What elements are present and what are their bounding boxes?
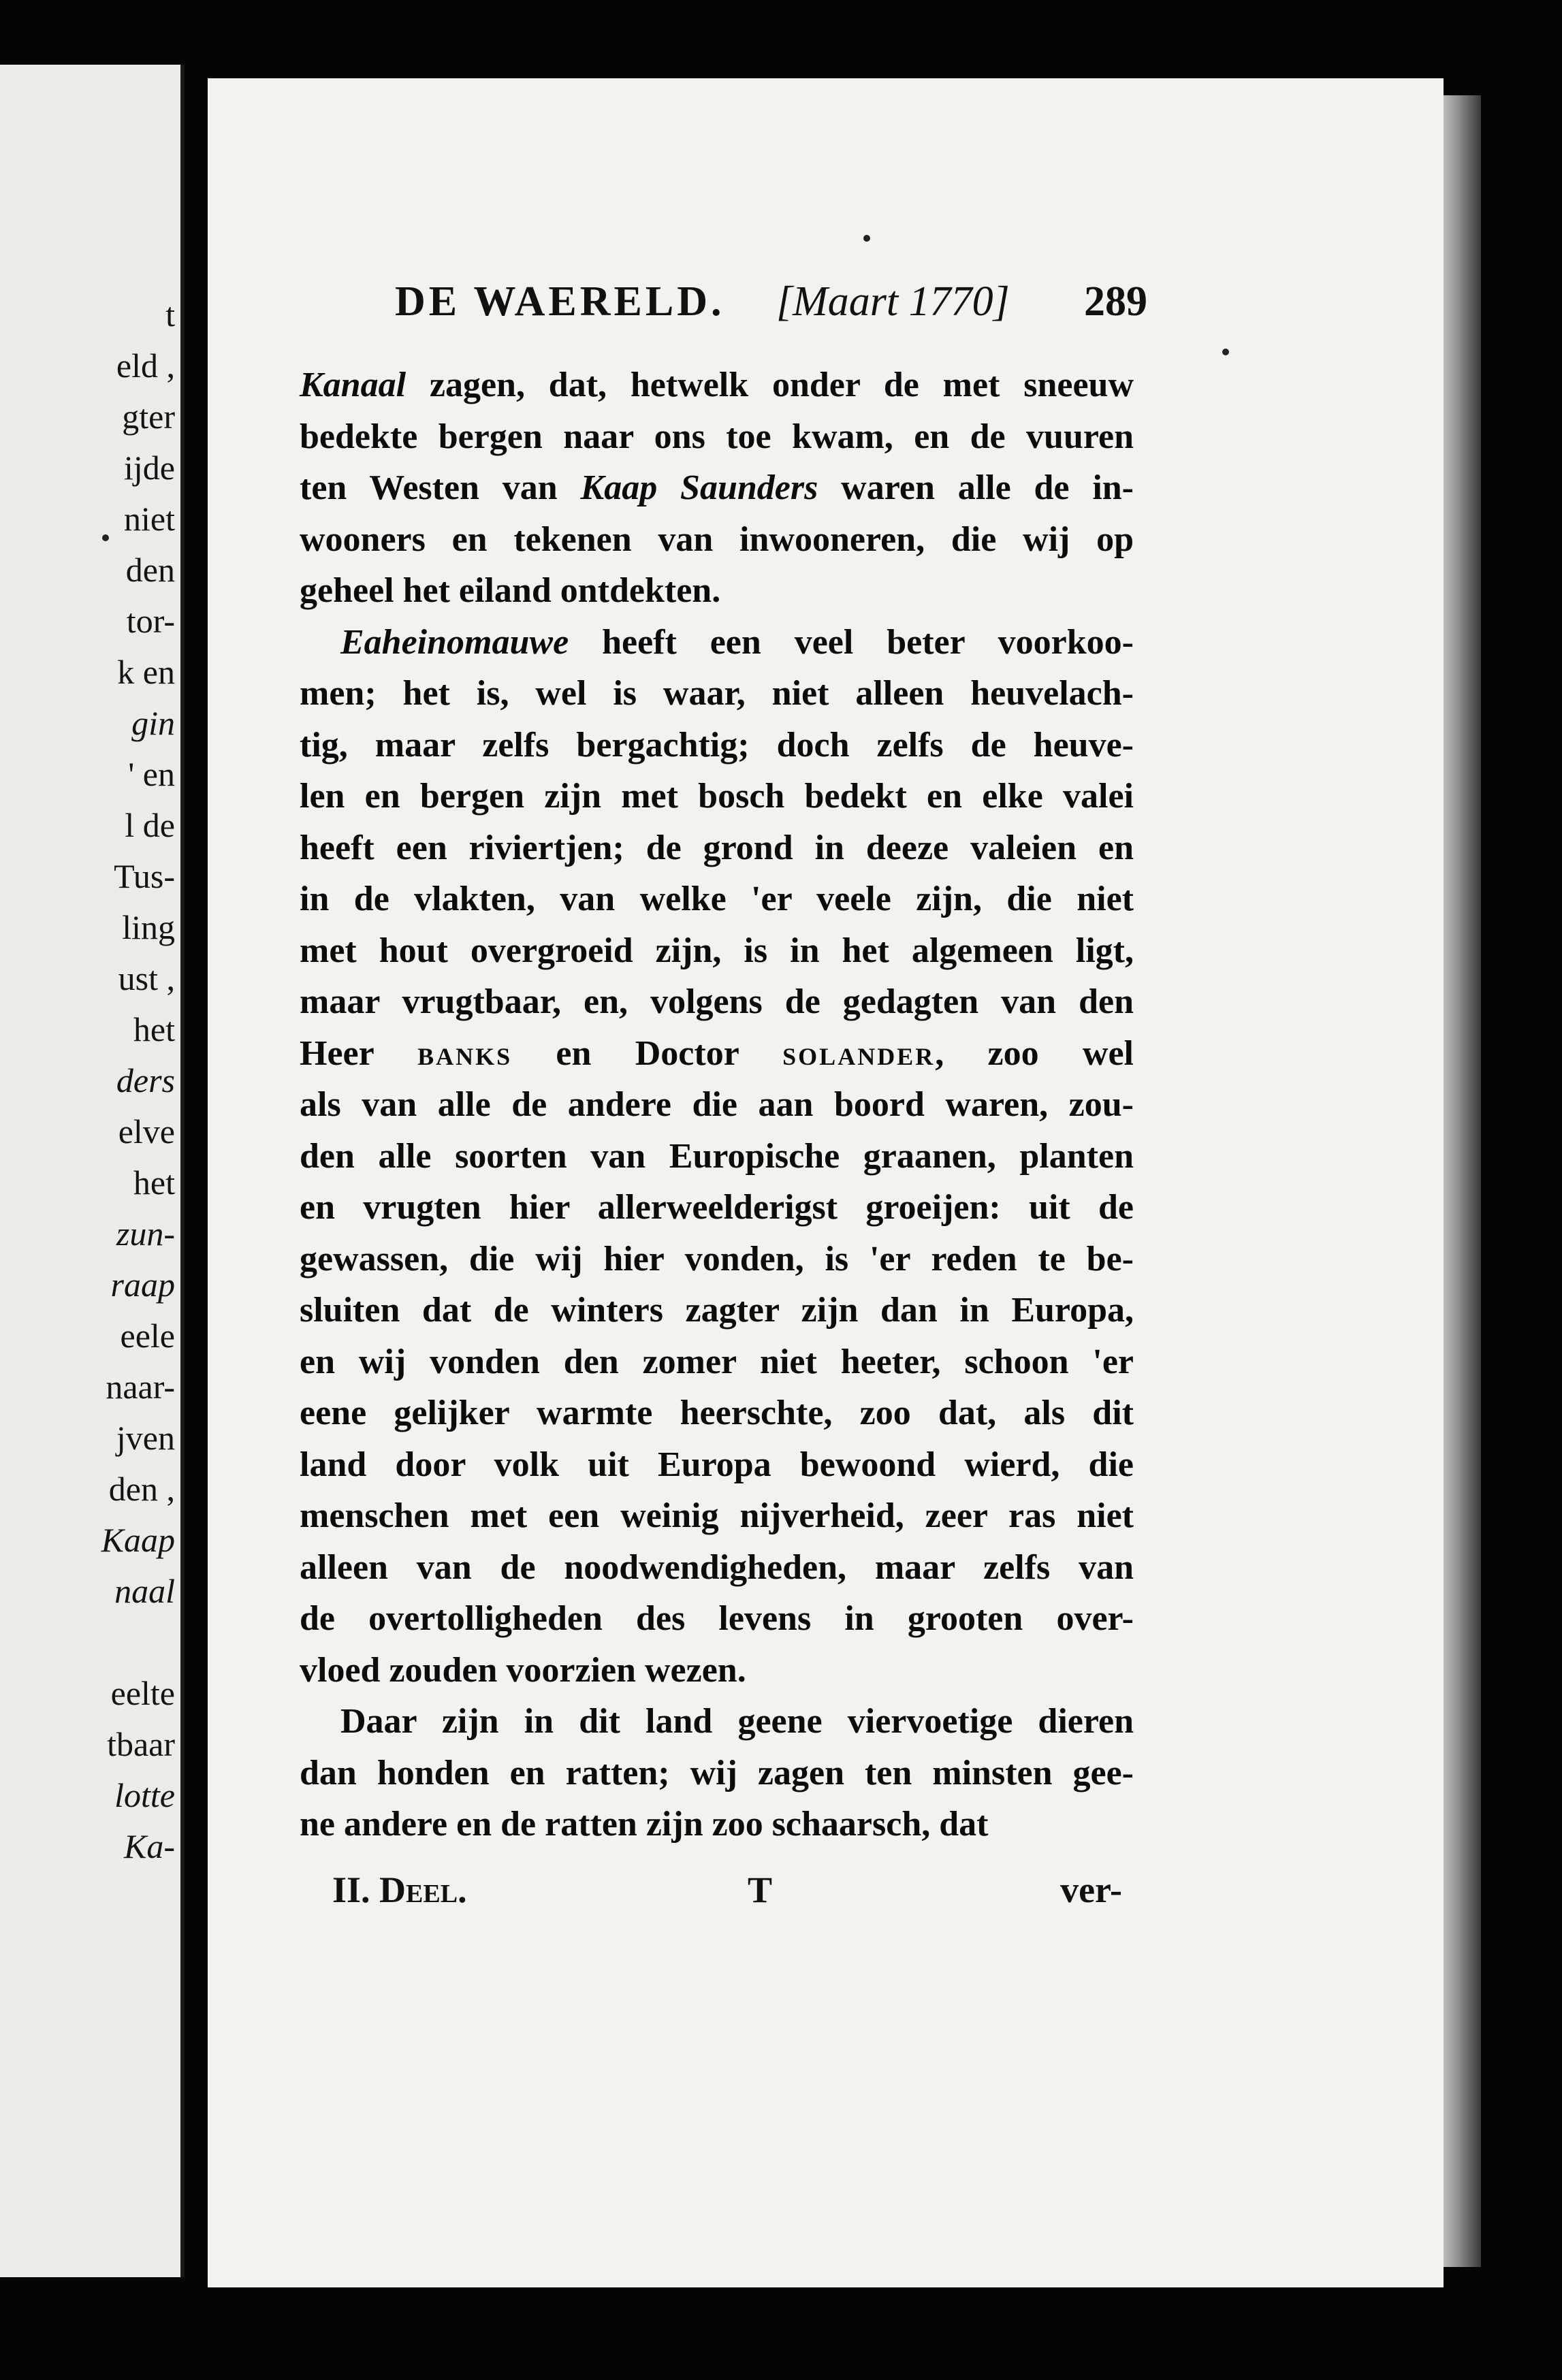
text-line xyxy=(300,411,1134,463)
text-line xyxy=(300,617,1134,669)
text-run: men; het is, wel is waar, niet alleen heuvelach- xyxy=(300,674,1134,713)
text-line xyxy=(300,1285,1134,1336)
left-page-line: zun- xyxy=(116,1215,175,1253)
left-page-line: den , xyxy=(108,1470,175,1508)
text-run: en Doctor xyxy=(512,1033,783,1073)
left-page-line: k en xyxy=(117,653,175,691)
text-run: wooners en tekenen van inwooneren, die wij op xyxy=(300,519,1134,559)
italic-text: Kaap Saunders xyxy=(580,468,818,507)
left-page-line: raap xyxy=(110,1266,175,1304)
text-line xyxy=(300,822,1134,874)
left-page-line: den xyxy=(125,551,175,589)
text-line xyxy=(300,1439,1134,1491)
text-run: de overtolligheden des levens in grooten over- xyxy=(300,1599,1134,1638)
text-run: maar vrugtbaar, en, volgens de gedagten van den xyxy=(300,982,1134,1021)
text-line xyxy=(300,1542,1134,1594)
text-line xyxy=(300,359,1134,411)
text-run: en vrugten hier allerweelderigst groeijen: uit de xyxy=(300,1188,1134,1227)
left-page-line: gter xyxy=(122,398,175,436)
text-run: land door volk uit Europa bewoond wierd, die xyxy=(300,1445,1134,1484)
small-caps-name: banks xyxy=(417,1033,513,1073)
left-page-line: niet xyxy=(124,500,175,538)
text-line xyxy=(300,462,1134,514)
left-page-line: eelte xyxy=(110,1674,175,1712)
text-run: waren alle de in- xyxy=(818,468,1134,507)
text-run: vloed zouden voorzien wezen. xyxy=(300,1650,746,1690)
text-run: len en bergen zijn met bosch bedekt en elke valei xyxy=(300,777,1134,816)
text-line xyxy=(300,565,1134,617)
volume-mark: II. Deel. xyxy=(332,1869,467,1910)
left-page-line: lotte xyxy=(114,1776,175,1814)
left-page-line: tbaar xyxy=(107,1725,175,1763)
left-page-line: ust , xyxy=(118,959,175,997)
left-page-line: Kaap xyxy=(101,1521,175,1559)
text-run: zagen, dat, hetwelk onder de met sneeuw xyxy=(406,366,1134,404)
text-run: tig, maar zelfs bergachtig; doch zelfs de heuve- xyxy=(300,725,1134,765)
text-line xyxy=(300,1696,1134,1748)
text-run: sluiten dat de winters zagter zijn dan in Europa, xyxy=(300,1291,1134,1330)
text-line xyxy=(300,514,1134,566)
text-line xyxy=(300,668,1134,720)
text-line xyxy=(300,1336,1134,1388)
left-page xyxy=(0,65,185,2277)
text-run: heeft een riviertjen; de grond in deeze valeien en xyxy=(300,828,1134,867)
signature-mark: T xyxy=(748,1869,773,1910)
left-page-line: eele xyxy=(120,1317,175,1355)
left-page-line: gin xyxy=(131,704,175,742)
left-page-text xyxy=(101,289,175,1872)
ink-speck xyxy=(1222,349,1229,355)
text-run: menschen met een weinig nijverheid, zeer ras niet xyxy=(300,1496,1134,1535)
text-line xyxy=(300,1182,1134,1234)
left-page-line: het xyxy=(133,1010,175,1048)
text-line xyxy=(300,771,1134,822)
italic-text: Eaheinomauwe xyxy=(340,622,569,662)
text-run: dan honden en ratten; wij zagen ten minsten gee- xyxy=(300,1753,1134,1792)
small-caps-name: solander xyxy=(782,1033,936,1073)
left-page-line: elve xyxy=(118,1112,175,1151)
text-run: Daar zijn in dit land geene viervoetige dieren xyxy=(340,1702,1134,1741)
text-run: als van alle de andere die aan boord waren, zou- xyxy=(300,1085,1134,1124)
text-line xyxy=(300,1645,1134,1696)
text-line xyxy=(300,1490,1134,1542)
page-footer xyxy=(332,1869,1122,1923)
text-run: gewassen, die wij hier vonden, is 'er reden te be- xyxy=(300,1239,1134,1279)
left-page-line: naar- xyxy=(106,1368,175,1406)
page-edge xyxy=(1444,95,1481,2267)
text-line xyxy=(300,1387,1134,1439)
text-run: in de vlakten, van welke 'er veele zijn, die niet xyxy=(300,880,1134,918)
text-run: geheel het eiland ontdekten. xyxy=(300,571,721,610)
text-run: bedekte bergen naar ons toe kwam, en de vuuren xyxy=(300,417,1134,456)
text-line xyxy=(300,1079,1134,1131)
left-page-line: tor- xyxy=(126,602,175,640)
left-page-line: ijde xyxy=(124,449,175,487)
running-header xyxy=(395,278,1147,332)
header-date: [Maart 1770] xyxy=(776,278,1010,325)
left-page-line: ' en xyxy=(128,755,175,793)
text-run: den alle soorten van Europische graanen, planten xyxy=(300,1136,1134,1176)
left-page-line: Ka- xyxy=(124,1827,175,1865)
catchword: ver- xyxy=(1060,1869,1122,1910)
text-line xyxy=(300,925,1134,977)
left-page-line: ling xyxy=(122,908,175,946)
left-page-line: t xyxy=(165,295,175,334)
left-page-line: Tus- xyxy=(114,857,175,895)
text-run: ne andere en de ratten zijn zoo schaarsch, dat xyxy=(300,1805,989,1844)
text-run: met hout overgroeid zijn, is in het algemeen ligt, xyxy=(300,931,1134,970)
text-run: eene gelijker warmte heerschte, zoo dat, als dit xyxy=(300,1394,1134,1432)
text-run: ten Westen van xyxy=(300,468,581,507)
left-page-line: l de xyxy=(125,806,175,844)
text-line xyxy=(300,1028,1134,1080)
text-run: Heer xyxy=(300,1033,418,1073)
text-line xyxy=(300,1593,1134,1645)
text-run: , zoo wel xyxy=(935,1033,1134,1073)
text-line xyxy=(300,1131,1134,1183)
text-line xyxy=(300,720,1134,771)
page-number: 289 xyxy=(1084,278,1147,325)
italic-text: Kanaal xyxy=(300,366,407,404)
text-line xyxy=(300,1799,1134,1850)
left-page-line: ders xyxy=(116,1061,175,1099)
text-line xyxy=(300,1234,1134,1285)
ink-speck xyxy=(863,235,870,242)
text-line xyxy=(300,976,1134,1028)
text-line xyxy=(300,873,1134,925)
body-text xyxy=(300,359,1134,1850)
left-page-line: jven xyxy=(116,1419,175,1457)
running-title: DE WAERELD. xyxy=(395,278,725,325)
ink-speck xyxy=(102,534,109,541)
text-run: alleen van de noodwendigheden, maar zelfs van xyxy=(300,1547,1134,1587)
left-page-line: eld , xyxy=(116,347,175,385)
text-line xyxy=(300,1748,1134,1799)
left-page-line: het xyxy=(133,1163,175,1202)
left-page-line: naal xyxy=(114,1572,175,1610)
text-run: en wij vonden den zomer niet heeter, schoon 'er xyxy=(300,1342,1134,1381)
text-run: heeft een veel beter voorkoo- xyxy=(569,622,1134,662)
left-page-line xyxy=(101,1617,175,1668)
